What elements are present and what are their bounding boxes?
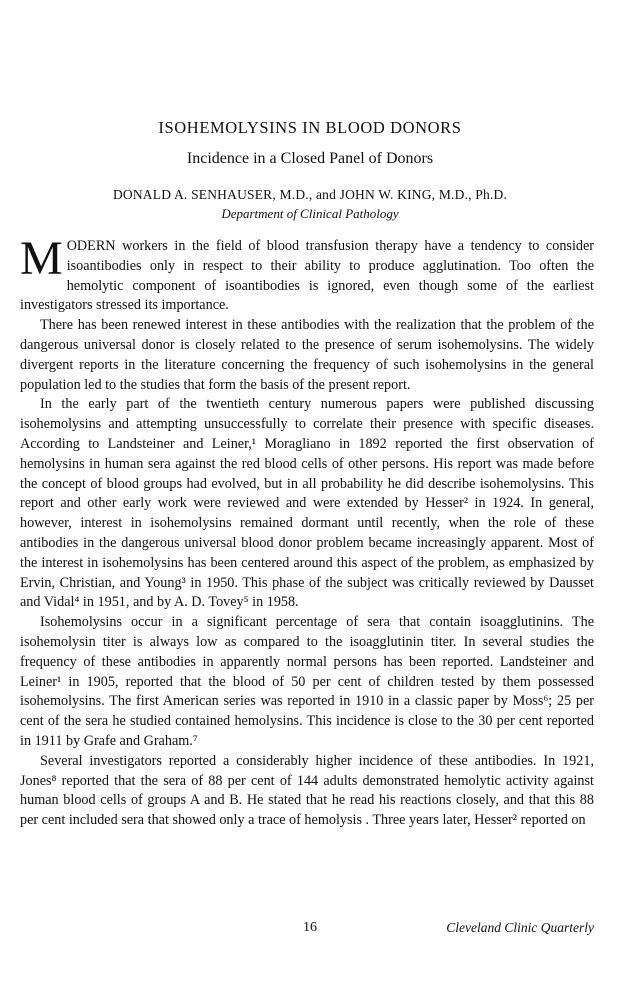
page-number: 16 — [303, 920, 317, 935]
article-body — [20, 232, 594, 831]
article-title: ISOHEMOLYSINS IN BLOOD DONORS — [158, 118, 462, 137]
author-department: Department of Clinical Pathology — [221, 206, 399, 221]
drop-cap: M — [20, 232, 63, 285]
paragraph-1 — [20, 232, 594, 316]
paragraph-4: Isohemolysins occur in a significant percentage of sera that contain isoagglutinins. The isohemolysin titer is always low as compared to the isoagglutinin titer. In several studies the frequency of these antibodies in apparently normal persons has been reported. Landsteiner and Leiner¹ in 1905, reported that the blood of 50 per cent of children tested by them possessed isohemolysins. The first American series was reported in 1910 in a classic paper by Moss⁶; 25 per cent of the sera he studied contained hemolysins. This incidence is close to the 30 per cent reported in 1911 by Grafe and Graham.⁷ — [20, 614, 594, 749]
article-subtitle: Incidence in a Closed Panel of Donors — [186, 150, 434, 167]
paragraph-2: There has been renewed interest in these antibodies with the realization that the problem of the dangerous universal donor is closely related to the presence of serum isohemolysins. The widely divergent reports in the literature concerning the frequency of such isohemolysins in the general population led to the studies that form the basis of the present report. — [20, 317, 594, 393]
paragraph-5: Several investigators reported a considerably higher incidence of these antibodies. In 1921, Jones⁸ reported that the sera of 88 per cent of 144 adults demonstrated hemolytic activity against human blood cells of groups A and B. He stated that he read his reactions closely, and that this 88 per cent included sera that showed only a trace of hemolysis . Three years later, Hesser² reported on — [20, 752, 594, 829]
paragraph-3: In the early part of the twentieth century numerous papers were published discussing isohemolysins and attempting unsuccessfully to correlate their presence with specific diseases. According to Landsteiner and Leiner,¹ Moragliano in 1892 reported the first observation of hemolysins in human sera against the red blood cells of other persons. His report was made before the concept of blood groups had evolved, but in all probability he did describe isohemolysins. This report and other early work were reviewed and were extended by Hesser² in 1924. In general, however, interest in isohemolysins remained dormant until recently, when the role of these antibodies in the dangerous universal blood donor problem became increasingly apparent. Most of the interest in isohemolysins has been centered around this aspect of the problem, as emphasized by Ervin, Christian, and Young³ in 1950. This phase of the subject was critically reviewed by Dausset and Vidal⁴ in 1951, and by A. D. Tovey⁵ in 1958. — [20, 396, 594, 611]
article-authors: DONALD A. SENHAUSER, M.D., and JOHN W. KING, M.D., Ph.D. — [112, 187, 508, 202]
paragraph-1-text: ODERN workers in the field of blood transfusion therapy have a tendency to consider isoantibodies only in respect to their ability to produce agglutination. Too often the hemolytic component of isoantibodies is ignored, even though some of the earliest investigators stressed its importance. — [20, 238, 594, 314]
journal-name: Cleveland Clinic Quarterly — [446, 920, 594, 935]
